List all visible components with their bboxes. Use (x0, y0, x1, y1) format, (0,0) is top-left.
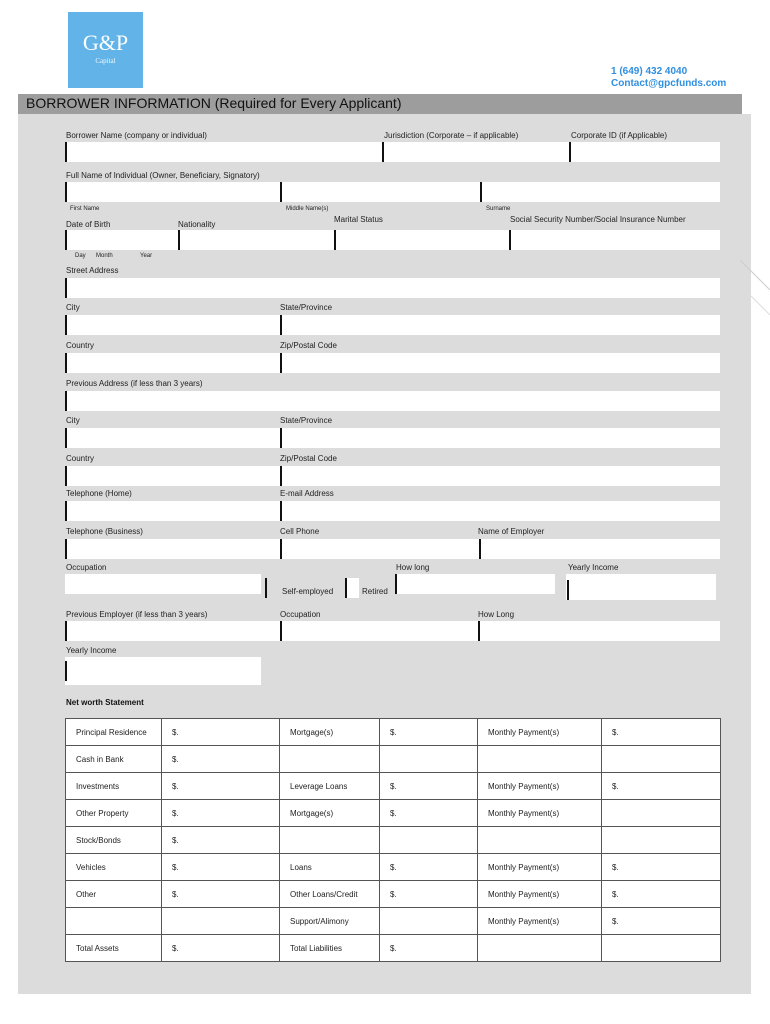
table-row (66, 881, 721, 908)
previous-country-label: Country (66, 454, 95, 463)
tel-business-row (65, 539, 720, 559)
table-value-cell[interactable]: $. (380, 773, 478, 800)
occupation-label: Occupation (66, 563, 107, 572)
email-label: E-mail Address (280, 489, 334, 498)
table-row (66, 746, 721, 773)
previous-state-label: State/Province (280, 416, 333, 425)
tel-business-label: Telephone (Business) (66, 527, 143, 536)
table-value-cell[interactable]: $. (602, 908, 721, 935)
retired-box (345, 578, 359, 598)
previous-zip-field[interactable] (280, 466, 282, 486)
city-field[interactable] (65, 315, 67, 335)
table-label-cell: Monthly Payment(s) (478, 881, 602, 908)
prev-occupation-label: Occupation (280, 610, 321, 619)
tel-business-field[interactable] (65, 539, 67, 559)
email-field[interactable] (280, 501, 282, 521)
table-label-cell: Monthly Payment(s) (478, 800, 602, 827)
tel-home-row (65, 501, 720, 521)
marital-status-label: Marital Status (334, 215, 383, 224)
table-label-cell: Other Loans/Credit (280, 881, 380, 908)
self-employed-label: Self-employed (282, 587, 334, 596)
yearly-income-marker (567, 580, 569, 600)
employer-field[interactable] (479, 539, 481, 559)
ssn-label: Social Security Number/Social Insurance Number (510, 215, 686, 224)
contact-phone: 1 (649) 432 4040 (611, 66, 688, 77)
table-value-cell[interactable]: $. (380, 854, 478, 881)
table-label-cell: Total Assets (66, 935, 162, 962)
table-label-cell: Total Liabilities (280, 935, 380, 962)
prev-how-long-label: How Long (478, 610, 515, 619)
table-label-cell: Monthly Payment(s) (478, 908, 602, 935)
how-long-label: How long (396, 563, 430, 572)
table-label-cell: Monthly Payment(s) (478, 773, 602, 800)
table-label-cell: Cash in Bank (66, 746, 162, 773)
table-value-cell[interactable]: $. (162, 719, 280, 746)
table-value-cell[interactable]: $. (602, 773, 721, 800)
table-label-cell: Support/Alimony (280, 908, 380, 935)
marital-status-field[interactable] (334, 230, 336, 250)
previous-city-field[interactable] (65, 428, 67, 448)
table-row (66, 773, 721, 800)
prev-yearly-income-field[interactable] (65, 657, 261, 685)
company-logo (68, 12, 143, 88)
street-address-label: Street Address (66, 266, 119, 275)
table-value-cell[interactable] (602, 935, 721, 962)
table-value-cell[interactable]: $. (162, 854, 280, 881)
table-value-cell[interactable]: $. (162, 935, 280, 962)
full-name-label: Full Name of Individual (Owner, Beneficiary, Signatory) (66, 171, 260, 180)
previous-country-row (65, 466, 720, 486)
previous-address-label: Previous Address (if less than 3 years) (66, 379, 203, 388)
prev-employer-field[interactable] (65, 621, 67, 641)
borrower-name-label: Borrower Name (company or individual) (66, 131, 207, 140)
net-worth-title: Net worth Statement (66, 698, 144, 707)
table-value-cell[interactable]: $. (602, 881, 721, 908)
table-value-cell[interactable]: $. (380, 935, 478, 962)
state-label: State/Province (280, 303, 333, 312)
state-field[interactable] (280, 315, 282, 335)
table-label-cell: Other (66, 881, 162, 908)
surname-sublabel: Surname (486, 206, 511, 212)
table-value-cell[interactable] (380, 746, 478, 773)
table-label-cell: Other Property (66, 800, 162, 827)
table-value-cell[interactable]: $. (380, 800, 478, 827)
dob-field[interactable] (65, 230, 67, 250)
country-label: Country (66, 341, 95, 350)
full-name-row (65, 182, 720, 202)
table-label-cell: Monthly Payment(s) (478, 719, 602, 746)
table-value-cell[interactable] (602, 827, 721, 854)
table-label-cell (66, 908, 162, 935)
previous-zip-label: Zip/Postal Code (280, 454, 337, 463)
yearly-income-label: Yearly Income (568, 563, 619, 572)
country-field[interactable] (65, 353, 67, 373)
borrower-name-field[interactable] (65, 142, 67, 162)
table-value-cell[interactable]: $. (162, 827, 280, 854)
zip-field[interactable] (280, 353, 282, 373)
prev-yearly-income-label: Yearly Income (66, 646, 117, 655)
table-label-cell (478, 827, 602, 854)
first-name-field[interactable] (65, 182, 67, 202)
street-address-field[interactable] (65, 278, 67, 298)
city-label: City (66, 303, 80, 312)
nationality-label: Nationality (178, 220, 216, 229)
table-label-cell (478, 935, 602, 962)
contact-block (611, 66, 726, 90)
first-name-sublabel: First Name (70, 206, 100, 212)
prev-employer-label: Previous Employer (if less than 3 years) (66, 610, 208, 619)
table-row (66, 827, 721, 854)
dob-row (65, 230, 720, 250)
previous-city-row (65, 428, 720, 448)
dob-label: Date of Birth (66, 220, 111, 229)
table-value-cell[interactable] (380, 908, 478, 935)
logo-subtext: Capital (95, 57, 116, 65)
table-value-cell[interactable]: $. (162, 773, 280, 800)
table-value-cell[interactable] (380, 827, 478, 854)
prev-how-long-field[interactable] (478, 621, 480, 641)
table-label-cell: Loans (280, 854, 380, 881)
corporate-id-field[interactable] (569, 142, 571, 162)
table-label-cell (280, 746, 380, 773)
year-sublabel: Year (140, 253, 153, 259)
table-value-cell[interactable] (602, 800, 721, 827)
table-value-cell[interactable]: $. (380, 719, 478, 746)
yearly-income-field[interactable] (566, 574, 716, 600)
table-value-cell[interactable]: $. (162, 746, 280, 773)
nationality-field[interactable] (178, 230, 180, 250)
borrower-row-field (65, 142, 720, 162)
table-label-cell (280, 827, 380, 854)
table-row (66, 800, 721, 827)
table-value-cell[interactable]: $. (602, 854, 721, 881)
retired-checkbox[interactable] (345, 578, 347, 598)
jurisdiction-field[interactable] (382, 142, 384, 162)
net-worth-table (65, 718, 721, 962)
table-value-cell[interactable]: $. (602, 719, 721, 746)
ssn-field[interactable] (509, 230, 511, 250)
corporate-id-label: Corporate ID (if Applicable) (571, 131, 668, 140)
occupation-field[interactable] (65, 574, 261, 594)
table-label-cell: Leverage Loans (280, 773, 380, 800)
street-address-row (65, 278, 720, 298)
table-label-cell: Principal Residence (66, 719, 162, 746)
previous-state-field[interactable] (280, 428, 282, 448)
month-sublabel: Month (96, 253, 113, 259)
cell-phone-label: Cell Phone (280, 527, 320, 536)
table-label-cell: Vehicles (66, 854, 162, 881)
page-fold-decoration (730, 260, 770, 320)
zip-label: Zip/Postal Code (280, 341, 337, 350)
prev-employer-row (65, 621, 720, 641)
page-title: BORROWER INFORMATION (Required for Every Applicant) (26, 95, 402, 111)
how-long-field[interactable] (395, 574, 555, 594)
previous-country-field[interactable] (65, 466, 67, 486)
country-row (65, 353, 720, 373)
day-sublabel: Day (75, 253, 86, 259)
middle-names-field[interactable] (280, 182, 282, 202)
cell-phone-field[interactable] (280, 539, 282, 559)
table-label-cell (478, 746, 602, 773)
previous-address-row (65, 391, 720, 411)
table-value-cell[interactable]: $. (162, 881, 280, 908)
retired-label: Retired (362, 587, 388, 596)
logo-text: G&P (82, 30, 129, 55)
table-value-cell[interactable]: $. (162, 800, 280, 827)
table-row (66, 854, 721, 881)
table-row (66, 908, 721, 935)
table-label-cell: Stock/Bonds (66, 827, 162, 854)
table-value-cell[interactable] (602, 746, 721, 773)
table-label-cell: Investments (66, 773, 162, 800)
surname-field[interactable] (480, 182, 482, 202)
employer-label: Name of Employer (478, 527, 545, 536)
table-label-cell: Mortgage(s) (280, 719, 380, 746)
prev-yearly-income-marker (65, 661, 67, 681)
previous-address-field[interactable] (65, 391, 67, 411)
self-employed-checkbox[interactable] (265, 578, 267, 598)
how-long-marker (395, 574, 397, 594)
table-row (66, 719, 721, 746)
table-label-cell: Monthly Payment(s) (478, 854, 602, 881)
jurisdiction-label: Jurisdiction (Corporate – if applicable) (384, 131, 519, 140)
tel-home-label: Telephone (Home) (66, 489, 132, 498)
city-row (65, 315, 720, 335)
table-value-cell[interactable] (162, 908, 280, 935)
table-label-cell: Mortgage(s) (280, 800, 380, 827)
table-value-cell[interactable]: $. (380, 881, 478, 908)
contact-email: Contact@gpcfunds.com (611, 78, 727, 89)
tel-home-field[interactable] (65, 501, 67, 521)
previous-city-label: City (66, 416, 80, 425)
middle-names-sublabel: Middle Name(s) (286, 206, 329, 212)
prev-occupation-field[interactable] (280, 621, 282, 641)
table-row (66, 935, 721, 962)
